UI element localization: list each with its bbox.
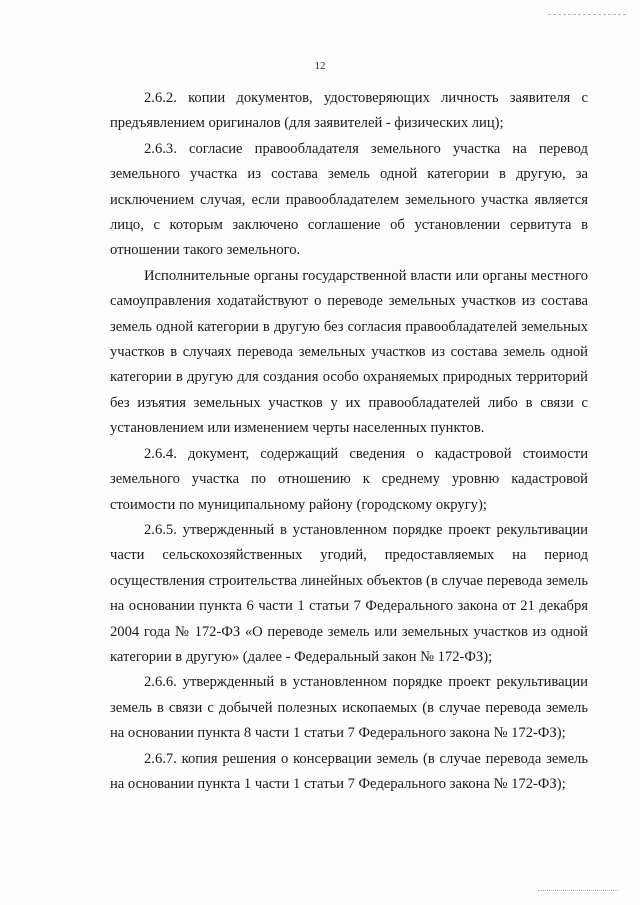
paragraph-executive-bodies: Исполнительные органы государственной власти или органы местного самоуправления ходатайствуют о переводе земельных участков из состава земель одной категории в другую без согласия правообладателей земельных участков в случаях перевода земельных участков из состава земель одной категории в другую для создания особо охраняемых природных территорий без изъятия земельных участков у их правообладателей либо в связи с установлением или изменением черты населенных пунктов.	[110, 267, 588, 437]
paragraph-2-6-5: 2.6.5. утвержденный в установленном порядке проект рекультивации части сельскохозяйственных угодий, предоставляемых на период осуществления строительства линейных объектов (в случае перевода земель на основании пункта 6 части 1 статьи 7 Федерального закона от 21 декабря 2004 года № 172-ФЗ «О переводе земель или земельных участков из одной категории в другую» (далее - Федеральный закон № 172-ФЗ);	[110, 521, 588, 665]
paragraph-2-6-3: 2.6.3. согласие правообладателя земельного участка на перевод земельного участка из состава земель одной категории в другую, за исключением случая, если правообладателем земельного участка является лицо, с которым заключено соглашение об установлении сервитута в отношении такого земельного.	[110, 140, 588, 259]
scan-artifact-top	[548, 14, 626, 15]
page-number: 12	[314, 60, 326, 72]
paragraph-2-6-2: 2.6.2. копии документов, удостоверяющих личность заявителя с предъявлением оригиналов (для заявителей - физических лиц);	[110, 90, 588, 132]
scan-artifact-bottom	[538, 890, 618, 891]
document-body	[110, 86, 588, 797]
paragraph-2-6-6: 2.6.6. утвержденный в установленном порядке проект рекультивации земель в связи с добычей полезных ископаемых (в случае перевода земель на основании пункта 8 части 1 статьи 7 Федерального закона № 172-ФЗ);	[110, 674, 588, 742]
paragraph-2-6-4: 2.6.4. документ, содержащий сведения о кадастровой стоимости земельного участка по отношению к среднему уровню кадастровой стоимости по муниципальному району (городскому округу);	[110, 445, 588, 513]
paragraph-2-6-7: 2.6.7. копия решения о консервации земель (в случае перевода земель на основании пункта 1 части 1 статьи 7 Федерального закона № 172-ФЗ);	[110, 750, 588, 792]
